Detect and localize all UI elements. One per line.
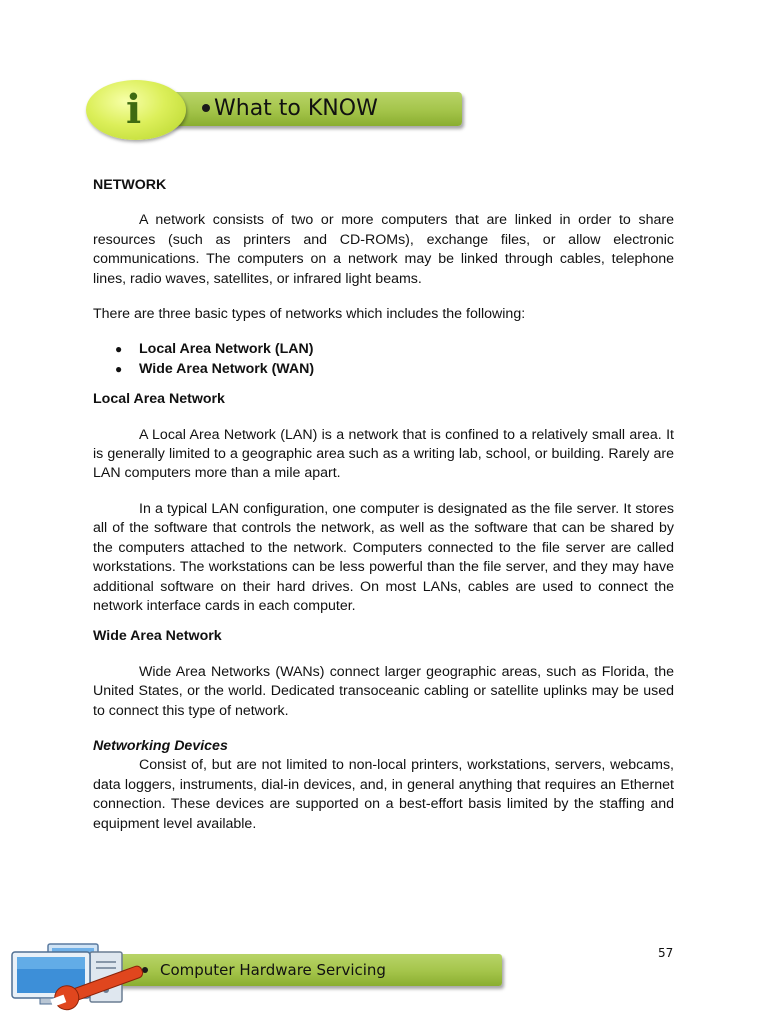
devices-heading: Networking Devices [93, 737, 228, 754]
network-types-intro: There are three basic types of networks which includes the following: [93, 306, 526, 323]
devices-paragraph: Consist of, but are not limited to non-local printers, workstations, servers, webcams, data loggers, instruments, dial-in devices, and, in general anything that requires an Ethernet connection. These devices are supported on a best-effort basis limited by the staffing and equipment level available. [93, 757, 674, 832]
lan-heading: Local Area Network [93, 391, 225, 408]
page-number: 57 [658, 946, 674, 960]
lan-paragraph-2: In a typical LAN configuration, one computer is designated as the file server. It stores all of the software that controls the network, as well as the software that can be shared by the computers attached to the network. Computers connected to the file server are called workstations. The workstations can be less powerful than the file server, and they may have additional software on their hard drives. On most LANs, cables are used to connect the network interface cards in each computer. [93, 500, 674, 614]
list-item [93, 360, 674, 379]
bullet-dot-icon [202, 104, 210, 112]
info-icon [86, 80, 186, 140]
network-type-wan: Wide Area Network (WAN) [139, 360, 315, 377]
network-heading: NETWORK [93, 177, 167, 193]
wan-paragraph: Wide Area Networks (WANs) connect larger geographic areas, such as Florida, the United States, or the world. Dedicated transoceanic cabling or satellite uplinks may be used to connect this type of network. [93, 663, 674, 719]
network-types-list [93, 340, 674, 379]
footer-title: Computer Hardware Servicing [160, 961, 386, 979]
wan-heading: Wide Area Network [93, 628, 222, 645]
bullet-icon: ● [115, 361, 123, 376]
page-content [93, 176, 674, 834]
network-type-lan: Local Area Network (LAN) [139, 341, 314, 358]
header-title: What to KNOW [214, 96, 378, 121]
header-banner [86, 80, 466, 140]
list-item [93, 340, 674, 359]
computer-wrench-icon [10, 942, 170, 1012]
bullet-icon: ● [115, 342, 123, 357]
footer-banner [10, 942, 510, 1012]
lan-paragraph-1: A Local Area Network (LAN) is a network that is confined to a relatively small area. It is generally limited to a geographic area such as a writing lab, school, or building. Rarely are LAN computers more than a mile apart. [93, 426, 674, 482]
network-paragraph: A network consists of two or more computers that are linked in order to share resources (such as printers and CD-ROMs), exchange files, or allow electronic communications. The computers on a network may be linked through cables, telephone lines, radio waves, satellites, or infrared light beams. [93, 212, 674, 287]
info-icon-glyph: i [126, 86, 142, 133]
